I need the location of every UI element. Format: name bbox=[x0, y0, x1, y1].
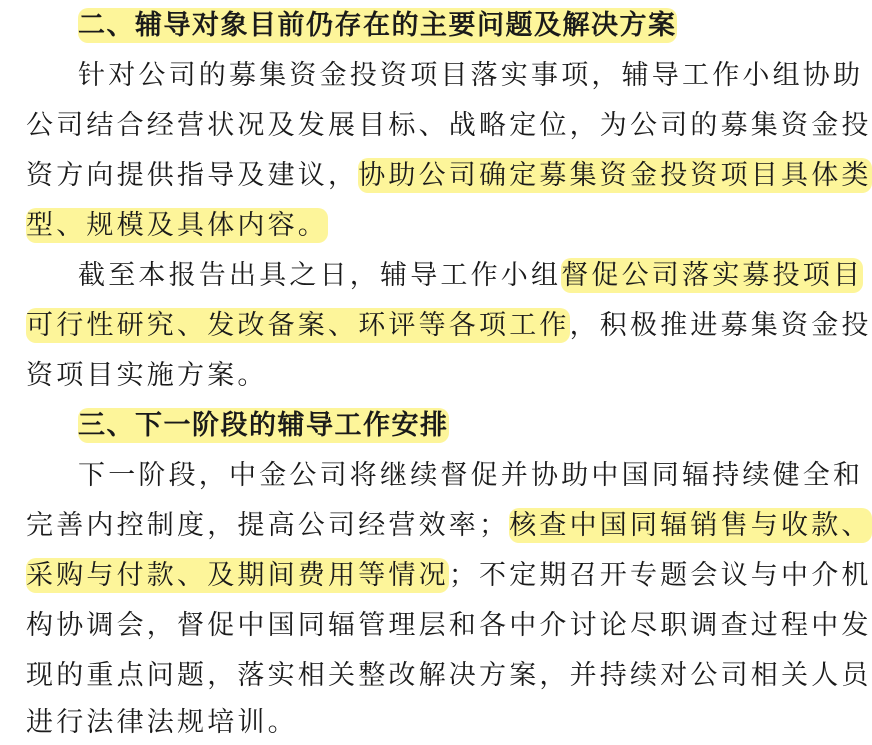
paragraph-line bbox=[78, 56, 863, 96]
text-run: 资方向提供指导及建议， bbox=[26, 160, 359, 191]
paragraph-line bbox=[26, 106, 872, 146]
text-run: 公司结合经营状况及发展目标、战略定位，为公司的募集资金投 bbox=[26, 110, 872, 141]
paragraph-line bbox=[26, 306, 872, 346]
text-run: 截至本报告出具之日，辅导工作小组 bbox=[78, 260, 562, 291]
paragraph-line bbox=[26, 206, 328, 246]
paragraph-line bbox=[26, 703, 298, 743]
text-run: 完善内控制度，提高公司经营效率； bbox=[26, 510, 510, 541]
text-run: 构协调会，督促中国同辐管理层和各中介讨论尽职调查过程中发 bbox=[26, 610, 872, 641]
highlighted-text: 核查中国同辐销售与收款、 bbox=[509, 510, 872, 541]
section-heading-3-text: 三、下一阶段的辅导工作安排 bbox=[78, 410, 449, 441]
text-run: 现的重点问题，落实相关整改解决方案，并持续对公司相关人员 bbox=[26, 660, 872, 691]
highlighted-text: 可行性研究、发改备案、环评等各项工作 bbox=[26, 310, 570, 341]
text-run: 下一阶段，中金公司将继续督促并协助中国同辐持续健全和 bbox=[78, 460, 864, 491]
paragraph-line bbox=[26, 556, 872, 596]
text-run: 针对公司的募集资金投资项目落实事项，辅导工作小组协助 bbox=[78, 60, 864, 91]
paragraph-line bbox=[78, 456, 863, 496]
section-heading-2 bbox=[78, 6, 677, 46]
text-run: 资项目实施方案。 bbox=[26, 360, 268, 391]
paragraph-line bbox=[26, 656, 872, 696]
highlighted-text: 型、规模及具体内容。 bbox=[26, 210, 328, 241]
paragraph-line bbox=[26, 606, 872, 646]
text-run: 进行法律法规培训。 bbox=[26, 707, 298, 738]
paragraph-line bbox=[78, 256, 863, 296]
text-run: ；不定期召开专题会议与中介机 bbox=[448, 560, 872, 591]
highlighted-text: 协助公司确定募集资金投资项目具体类 bbox=[358, 160, 872, 191]
highlighted-text: 督促公司落实募投项目 bbox=[561, 260, 864, 291]
text-run: ，积极推进募集资金投 bbox=[569, 310, 872, 341]
section-heading-3 bbox=[78, 406, 449, 446]
section-heading-2-text: 二、辅导对象目前仍存在的主要问题及解决方案 bbox=[78, 10, 677, 41]
paragraph-line bbox=[26, 356, 268, 396]
highlighted-text: 采购与付款、及期间费用等情况 bbox=[26, 560, 449, 591]
paragraph-line bbox=[26, 506, 872, 546]
paragraph-line bbox=[26, 156, 872, 196]
